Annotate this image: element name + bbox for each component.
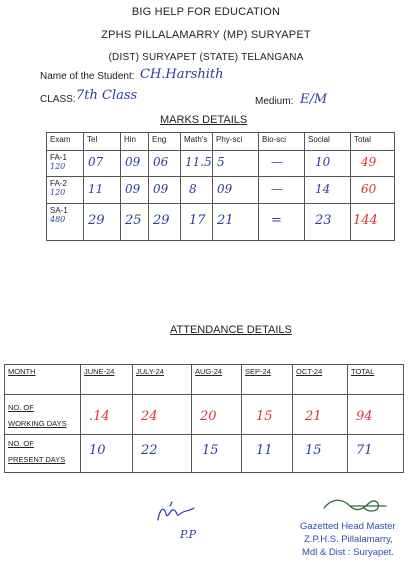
present-label-line2: PRESENT DAYS <box>8 455 66 464</box>
att-header-text: JULY-24 <box>136 367 164 376</box>
mark-cell <box>149 204 181 241</box>
mark-value: 07 <box>88 155 104 169</box>
mark-cell <box>181 177 213 204</box>
mark-cell <box>121 151 149 177</box>
headmaster-signature <box>320 494 390 516</box>
working-days-row <box>5 395 404 435</box>
marks-header-eng: Eng <box>149 133 181 151</box>
working-value: 24 <box>141 409 158 424</box>
marks-header-hin: Hin <box>121 133 149 151</box>
att-header-aug <box>192 365 242 395</box>
signature-pp: P.P <box>180 528 197 541</box>
mark-cell <box>84 151 121 177</box>
mark-value: 21 <box>217 213 234 228</box>
marks-header-exam: Exam <box>47 133 84 151</box>
working-cell <box>81 395 133 435</box>
attendance-table <box>4 364 404 473</box>
mark-value: 17 <box>189 213 206 228</box>
exam-name: FA-2 <box>50 179 67 188</box>
mark-cell <box>213 204 259 241</box>
school-title: ZPHS PILLALAMARRY (MP) SURYAPET <box>101 29 311 41</box>
working-label-line2: WORKING DAYS <box>8 419 67 428</box>
marks-table <box>46 132 395 241</box>
mark-cell <box>305 204 351 241</box>
mark-cell <box>84 204 121 241</box>
mark-value: 11 <box>88 182 104 196</box>
mark-value: 29 <box>88 213 105 228</box>
att-header-text: MONTH <box>8 367 36 376</box>
exam-max: 120 <box>50 188 66 197</box>
working-label-line1: NO. OF <box>8 403 34 412</box>
class-label: CLASS: <box>40 94 76 105</box>
exam-name: FA-1 <box>50 153 67 162</box>
present-cell <box>192 435 242 473</box>
marks-row-fa2 <box>47 177 395 204</box>
stamp-line-2: Z.P.H.S. Pillalamarry, <box>304 534 393 545</box>
mark-value: — <box>271 155 283 169</box>
present-days-label <box>5 435 81 473</box>
exam-max: 480 <box>50 215 66 224</box>
present-value: 71 <box>356 443 373 458</box>
mark-cell <box>121 204 149 241</box>
mark-cell <box>259 177 305 204</box>
mark-value: 06 <box>153 155 169 169</box>
marks-row-fa1 <box>47 151 395 177</box>
att-header-july <box>133 365 192 395</box>
att-header-text: TOTAL <box>351 367 375 376</box>
working-days-label <box>5 395 81 435</box>
working-cell <box>192 395 242 435</box>
att-header-text: OCT-24 <box>296 367 323 376</box>
exam-cell <box>47 177 84 204</box>
mark-value: — <box>271 182 283 196</box>
mark-value: = <box>271 213 282 228</box>
working-cell <box>348 395 404 435</box>
mark-cell <box>213 151 259 177</box>
att-header-sep <box>242 365 293 395</box>
mark-value: 09 <box>125 155 141 169</box>
stamp-line-1: Gazetted Head Master <box>300 521 396 532</box>
working-cell <box>293 395 348 435</box>
present-cell <box>81 435 133 473</box>
working-value: 15 <box>256 409 273 424</box>
mark-cell <box>305 177 351 204</box>
present-days-row <box>5 435 404 473</box>
present-label-line1: NO. OF <box>8 439 34 448</box>
class-value: 7th Class <box>76 88 138 103</box>
mark-value: 25 <box>125 213 142 228</box>
mark-cell <box>305 151 351 177</box>
headmaster-stamp <box>298 520 396 559</box>
marks-header-tel: Tel <box>84 133 121 151</box>
present-cell <box>242 435 293 473</box>
present-value: 11 <box>256 443 273 458</box>
marks-header-social: Social <box>305 133 351 151</box>
marks-header-row <box>47 133 395 151</box>
present-cell <box>293 435 348 473</box>
mark-cell <box>121 177 149 204</box>
signature-scribble <box>150 500 210 526</box>
mark-cell <box>149 177 181 204</box>
working-value: 21 <box>305 409 322 424</box>
org-title: BIG HELP FOR EDUCATION <box>131 6 281 18</box>
marks-title: MARKS DETAILS <box>160 114 248 126</box>
mark-value: 09 <box>153 182 169 196</box>
total-value: 49 <box>361 155 377 169</box>
att-header-text: SEP-24 <box>245 367 271 376</box>
total-value: 144 <box>353 213 378 228</box>
present-cell <box>348 435 404 473</box>
student-name-label: Name of the Student: <box>40 71 135 82</box>
mark-value: 09 <box>125 182 141 196</box>
mark-value: 8 <box>189 182 197 196</box>
mark-cell <box>181 151 213 177</box>
marks-header-total: Total <box>351 133 395 151</box>
working-cell <box>242 395 293 435</box>
working-value: 20 <box>200 409 217 424</box>
att-header-oct <box>293 365 348 395</box>
medium-value: E/M <box>300 92 328 107</box>
att-header-text: AUG-24 <box>195 367 223 376</box>
att-header-month <box>5 365 81 395</box>
working-value: 94 <box>356 409 373 424</box>
present-value: 22 <box>141 443 158 458</box>
present-value: 10 <box>89 443 106 458</box>
present-cell <box>133 435 192 473</box>
working-value: .14 <box>89 409 110 424</box>
present-value: 15 <box>202 443 219 458</box>
marks-header-physci: Phy-sci <box>213 133 259 151</box>
att-header-text: JUNE-24 <box>84 367 115 376</box>
att-header-june <box>81 365 133 395</box>
mark-value: 23 <box>315 213 332 228</box>
mark-value: 14 <box>315 182 331 196</box>
present-value: 15 <box>305 443 322 458</box>
district-line: (DIST) SURYAPET (STATE) TELANGANA <box>108 52 304 63</box>
student-name-value: CH.Harshith <box>140 67 224 82</box>
marks-header-maths: Math's <box>181 133 213 151</box>
exam-cell <box>47 204 84 241</box>
mark-cell <box>259 151 305 177</box>
total-cell <box>351 151 395 177</box>
attendance-header-row <box>5 365 404 395</box>
exam-name: SA-1 <box>50 206 68 215</box>
attendance-title: ATTENDANCE DETAILS <box>170 324 292 336</box>
mark-value: 11.5 <box>185 155 212 169</box>
att-header-total <box>348 365 404 395</box>
mark-value: 10 <box>315 155 331 169</box>
mark-value: 09 <box>217 182 233 196</box>
mark-cell <box>259 204 305 241</box>
mark-cell <box>84 177 121 204</box>
exam-max: 120 <box>50 162 66 171</box>
working-cell <box>133 395 192 435</box>
mark-cell <box>181 204 213 241</box>
total-cell <box>351 177 395 204</box>
marks-header-biosci: Bio-sci <box>259 133 305 151</box>
total-value: 60 <box>361 182 377 196</box>
mark-cell <box>149 151 181 177</box>
mark-value: 5 <box>217 155 225 169</box>
marks-row-sa1 <box>47 204 395 241</box>
stamp-line-3: Mdl & Dist : Suryapet. <box>302 547 394 558</box>
exam-cell <box>47 151 84 177</box>
medium-label: Medium: <box>255 96 294 107</box>
mark-cell <box>213 177 259 204</box>
mark-value: 29 <box>153 213 170 228</box>
total-cell <box>351 204 395 241</box>
